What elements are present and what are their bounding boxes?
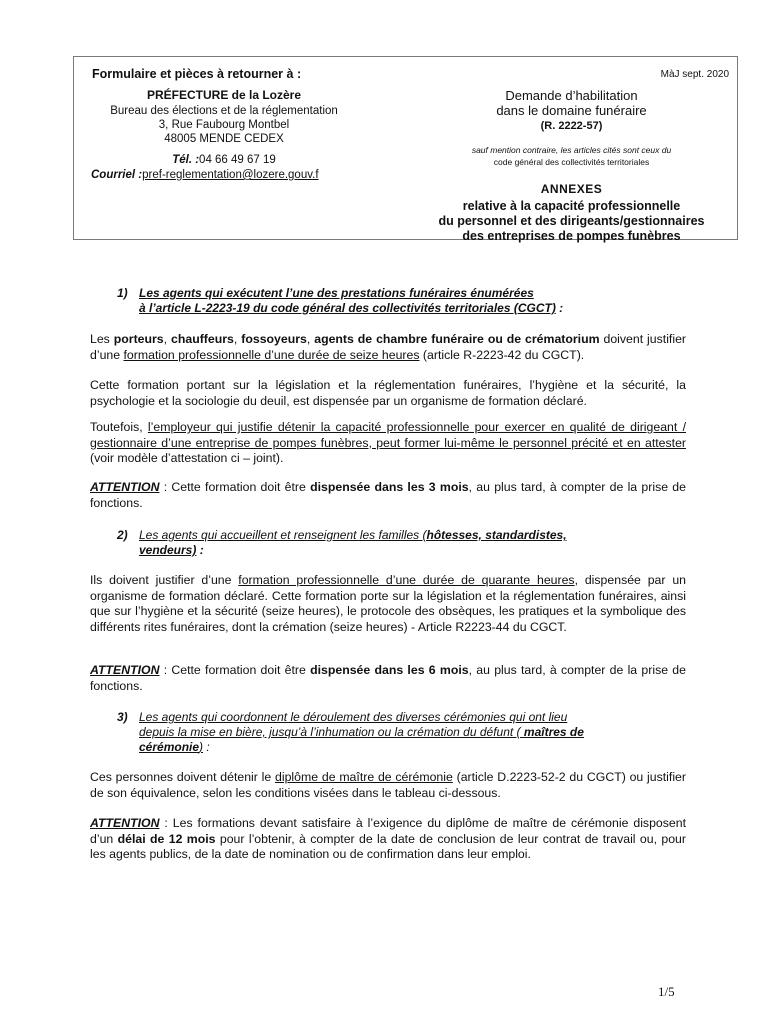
text: (voir modèle d’attestation ci – joint). [90, 451, 284, 465]
text: Ces personnes doivent détenir le [90, 770, 276, 784]
phone-value: 04 66 49 67 19 [199, 154, 276, 166]
section3-title-text1: Les agents qui coordonnent le déroulement des diverses cérémonies qui ont lieu [139, 710, 568, 724]
text-bold: fossoyeurs [241, 332, 307, 346]
section3-attention [90, 816, 686, 863]
section1-title-text1: Les agents qui exécutent l’une des prestations funéraires énumérées [139, 286, 534, 300]
section2-title-suffix: : [196, 543, 204, 557]
annexes-subtitle-line2: du personnel et des dirigeants/gestionnaires [438, 214, 705, 228]
update-date: MàJ sept. 2020 [660, 69, 729, 80]
section2-title-bold1: hôtesses, standardistes, [426, 528, 567, 542]
email-label: Courriel : [91, 169, 143, 181]
text: , [233, 332, 242, 346]
text: (article R-2223-42 du CGCT). [419, 347, 585, 362]
section3-title-line1 [117, 710, 567, 725]
section3-title-paren: ) [199, 740, 204, 754]
section3-title-bold1: maîtres de [520, 725, 584, 739]
section3-title-bold2: cérémonie [139, 740, 200, 754]
text: : Cette formation doit être [159, 663, 311, 677]
section2-title-bold2: vendeurs) [139, 543, 197, 557]
section1-paragraph1 [90, 332, 686, 363]
prefecture-name: PRÉFECTURE de la Lozère [146, 88, 302, 102]
section3-paragraph1 [90, 770, 686, 801]
section1-number: 1) [117, 286, 128, 300]
text: , dispensée par un organisme de formation déclaré. Cette formation porte sur la législation et la réglementation funéraires, ainsi que sur l’hygiène et la sécurité (seize heures), le protocole des obsèques, les pratiques et la symbolique des différents rites funéraires, dont la crémation (seize heures) - Article R2223-44 du CGCT. [90, 573, 686, 634]
text: Les [90, 332, 114, 346]
text-underlined: diplôme de maître de cérémonie [275, 770, 453, 784]
attention-label: ATTENTION [90, 480, 160, 494]
text-underlined: l’employeur qui justifie détenir la capacité professionnelle pour exercer en qualité de dirigeant / gestionnaire d’une entreprise de pompes funèbres, peut former lui-même le personnel précité et en attester [90, 420, 686, 450]
section3-title-text2: depuis la mise en bière, jusqu’à l’inhumation ou la crémation du défunt ( [139, 725, 521, 739]
articles-note: sauf mention contraire, les articles cités sont ceux du [471, 145, 672, 155]
form-title-line2: dans le domaine funéraire [496, 103, 647, 118]
section1-paragraph2: Cette formation portant sur la législation et la réglementation funéraires, l’hygiène et la sécurité, la psychologie et la sociologie du deuil, est dispensée par un organisme de formation déclaré. [90, 378, 686, 408]
text: doivent justifier d’une [90, 332, 687, 362]
text-underlined: formation professionnelle d’une durée de seize heures [123, 347, 420, 362]
phone-label: Tél. : [172, 154, 200, 166]
page-number: 1/5 [658, 984, 675, 999]
return-title: Formulaire et pièces à retourner à : [92, 67, 302, 81]
street-address: 3, Rue Faubourg Montbel [158, 119, 290, 131]
section1-title-line1 [117, 286, 534, 301]
postal-address: 48005 MENDE CEDEX [164, 133, 284, 145]
section3-title-suffix: : [203, 740, 210, 754]
text: (article D.2223-52-2 du CGCT) ou justifier de son équivalence, selon les conditions visées dans le tableau ci-dessous. [90, 770, 686, 800]
form-reference: (R. 2222-57) [540, 120, 603, 132]
text-bold: dispensée dans les 6 mois [310, 663, 469, 677]
section3-title-line2 [139, 725, 584, 740]
text-bold: porteurs [113, 332, 164, 346]
phone [74, 154, 374, 166]
section2-title-line1 [117, 528, 567, 543]
section2-title-text1: Les agents qui accueillent et renseignent les familles ( [139, 528, 427, 542]
text: : Cette formation doit être [159, 480, 311, 494]
text: , au plus tard, à compter de la prise de fonctions. [90, 663, 686, 693]
text-bold: chauffeurs [171, 332, 234, 346]
section2-paragraph1 [90, 573, 686, 635]
text: , [163, 332, 172, 346]
form-title-line1: Demande d’habilitation [505, 88, 638, 103]
articles-note-code: code général des collectivités territoriales [493, 157, 650, 167]
email [91, 169, 319, 181]
text-bold: agents de chambre funéraire ou de crématorium [314, 332, 600, 346]
header-box [73, 56, 738, 243]
text: Toutefois, [90, 420, 148, 434]
annexes-subtitle-line3: des entreprises de pompes funèbres [462, 229, 681, 243]
attention-label: ATTENTION [90, 663, 160, 677]
section1-title-suffix: : [555, 301, 564, 315]
text-underlined: formation professionnelle d’une durée de quarante heures [238, 573, 575, 587]
section1-title-text2: à l’article L-2223-19 du code général des collectivités territoriales (CGCT) [139, 301, 556, 315]
section1-attention [90, 480, 686, 511]
text: , [306, 332, 315, 346]
annexes-title: ANNEXES [540, 182, 603, 196]
text: : Les formations devant satisfaire à l’exigence du diplôme de maître de cérémonie disposent d’un [90, 816, 686, 846]
text-bold: délai de 12 mois [117, 831, 216, 846]
text: pour l’obtenir, à compter de la date de conclusion de leur contrat de travail ou, pour les agents publics, de la date de nomination ou de confirmation dans leur emploi. [90, 831, 686, 861]
text: Ils doivent justifier d’une [90, 573, 239, 587]
attention-label: ATTENTION [90, 816, 160, 830]
bureau-name: Bureau des élections et de la réglementation [110, 105, 338, 117]
annexes-subtitle-line1: relative à la capacité professionnelle [462, 199, 681, 213]
section3-title-line3 [139, 740, 210, 755]
section2-attention [90, 663, 686, 694]
section1-title-line2 [139, 301, 563, 316]
text-bold: dispensée dans les 3 mois [310, 480, 469, 494]
email-link[interactable]: pref-reglementation@lozere.gouv.f [142, 169, 319, 181]
section2-number: 2) [117, 528, 128, 542]
section3-number: 3) [117, 710, 128, 724]
section2-title-line2 [139, 543, 204, 558]
text: , au plus tard, à compter de la prise de fonctions. [90, 480, 686, 510]
section1-paragraph3 [90, 420, 686, 467]
